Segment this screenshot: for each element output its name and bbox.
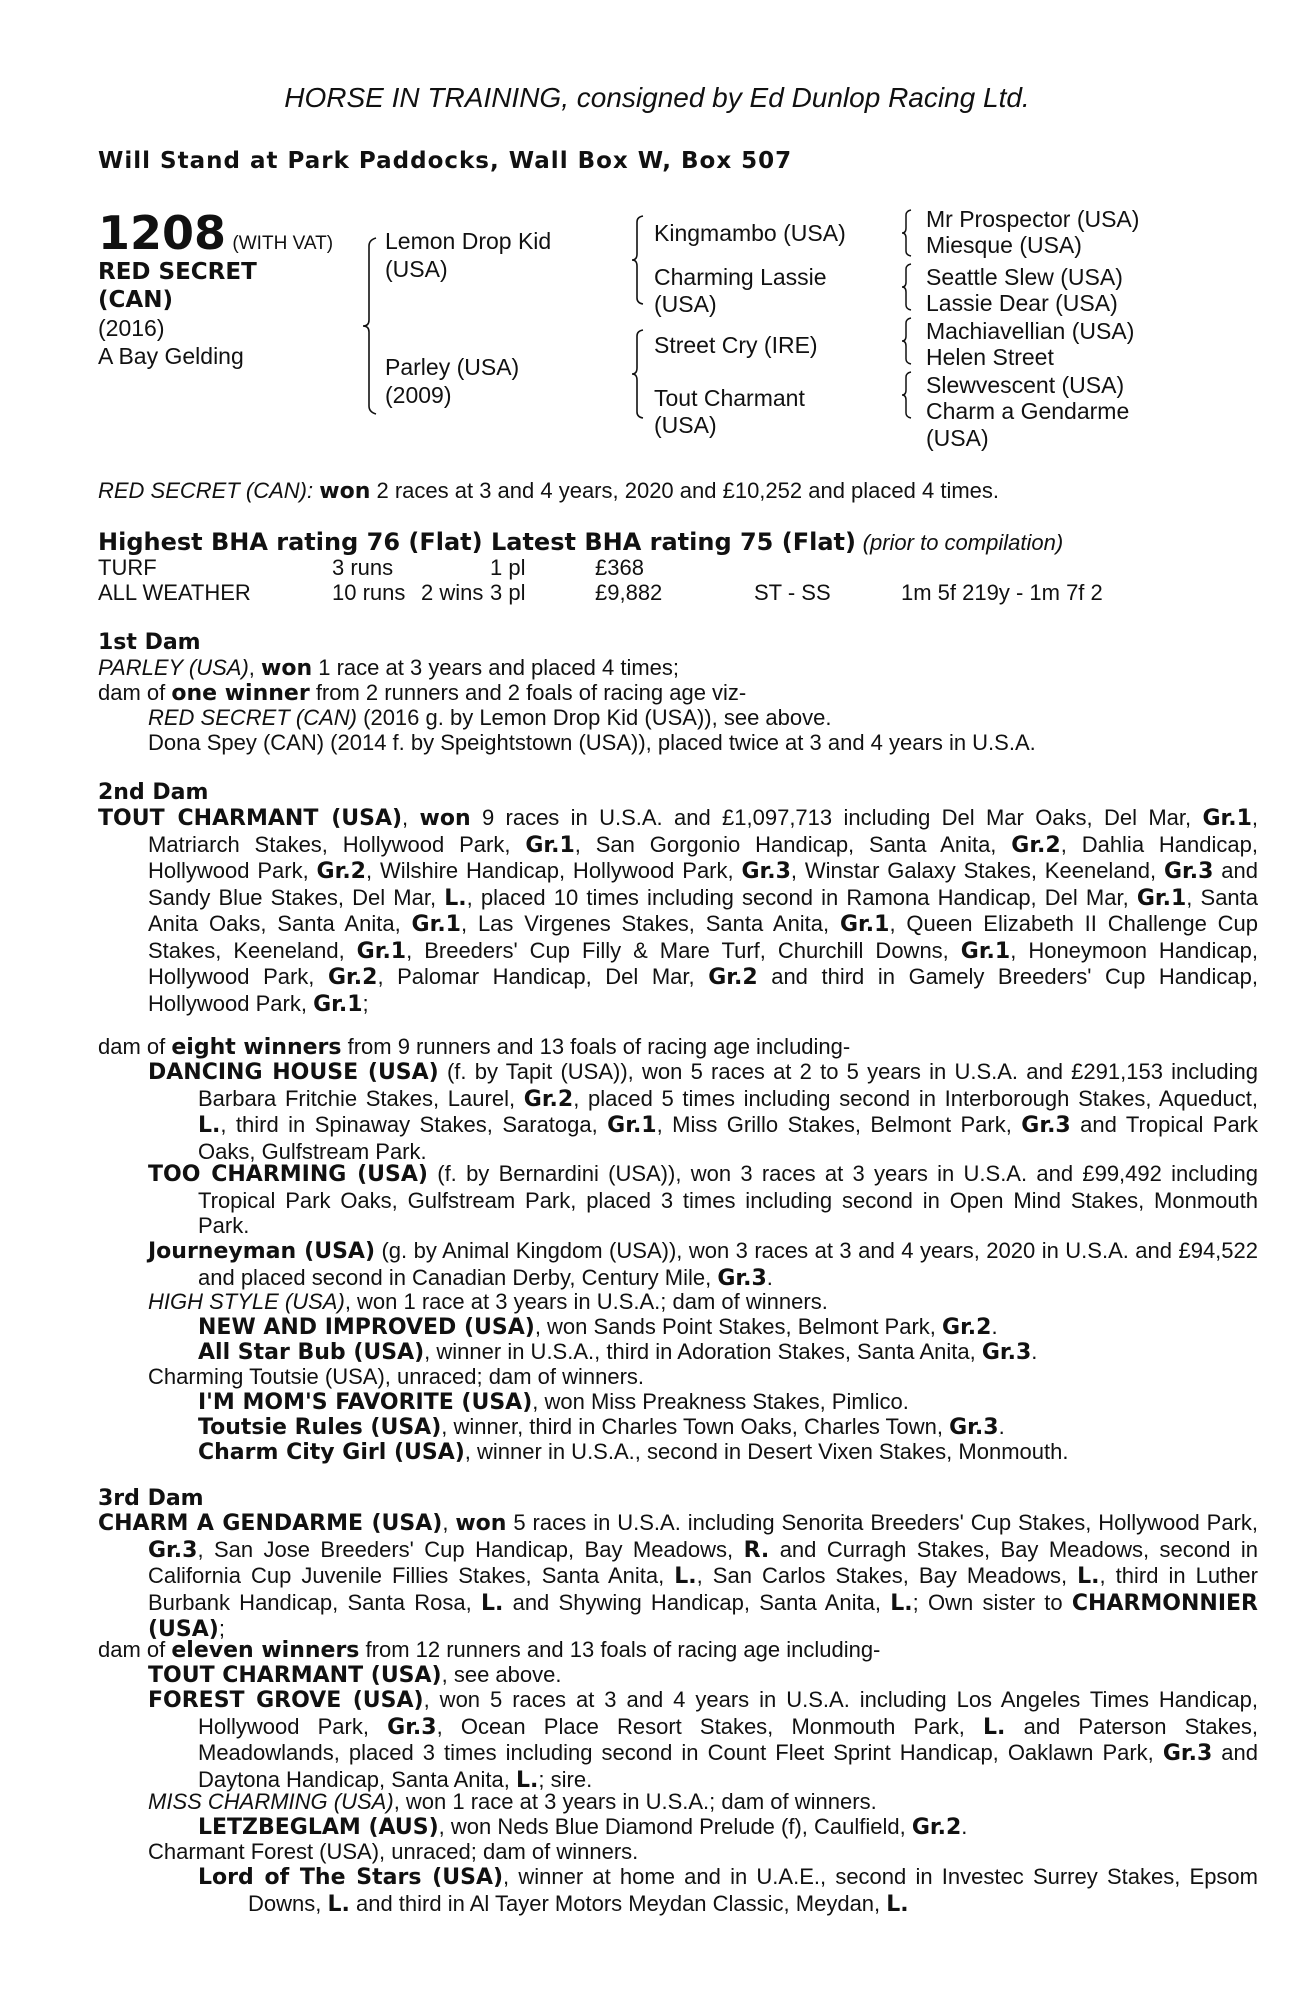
first-dam-title: 1st Dam: [98, 630, 201, 655]
grade: Gr.3: [1021, 1113, 1071, 1138]
winners-count: eight winners: [171, 1035, 342, 1060]
text: , won 1 race at 3 years in U.S.A.; dam of winners.: [344, 1289, 828, 1314]
sire-country: (USA): [385, 256, 448, 282]
text: ; sire.: [538, 1766, 593, 1792]
produce-forest-grove: [148, 1687, 1258, 1793]
listed: L.: [444, 885, 467, 911]
restricted: R.: [743, 1537, 770, 1563]
won-label: won: [455, 1511, 507, 1536]
sep: ,: [442, 1510, 456, 1535]
text: (g. by Animal Kingdom (USA)), won 3 races at 3 and 4 years, 2020 in U.S.A. and £94,522 and placed second in Canadian Derby, Century Mile,: [198, 1238, 1258, 1290]
grade: Gr.3: [387, 1714, 437, 1740]
g-mr-prospector: Mr Prospector (USA): [926, 206, 1140, 232]
g-charm-a-gendarme-country: (USA): [926, 425, 989, 451]
text: from 9 runners and 13 foals of racing age including-: [341, 1034, 851, 1059]
text: dam of: [98, 1034, 172, 1059]
prize: £368: [595, 555, 644, 580]
winners-count: eleven winners: [171, 1638, 360, 1663]
pedigree-bracket: [901, 370, 913, 420]
won-label: won: [261, 656, 313, 681]
third-dam-produce-summary: [98, 1637, 880, 1664]
g-charm-a-gendarme: Charm a Gendarme: [926, 398, 1130, 424]
prize: £9,882: [595, 580, 663, 605]
text: from 12 runners and 13 foals of racing age including-: [359, 1637, 881, 1662]
horse-description: A Bay Gelding: [98, 343, 244, 369]
text: .: [991, 1314, 998, 1339]
text: , Palomar Handicap, Del Mar,: [377, 964, 709, 989]
summary-name: RED SECRET (CAN):: [98, 478, 314, 503]
produce-name: Toutsie Rules (USA): [198, 1415, 442, 1440]
grade: Gr.3: [981, 1340, 1032, 1365]
text: .: [998, 1414, 1005, 1439]
produce-dancing-house: [148, 1059, 1258, 1164]
produce-record: (2016 g. by Lemon Drop Kid (USA)), see above.: [357, 705, 832, 730]
text: from 2 runners and 2 foals of racing age viz-: [309, 680, 747, 705]
grade: Gr.1: [840, 912, 890, 937]
produce-name: Lord of The Stars (USA): [198, 1865, 504, 1890]
listed: L.: [674, 1564, 697, 1589]
dam-name: Parley (USA): [385, 354, 520, 380]
produce-name: Charm City Girl (USA): [198, 1440, 465, 1465]
text: , winner at home and in U.A.E., second in Investec Surrey Stakes, Epsom Downs,: [248, 1864, 1258, 1916]
text: , won 1 race at 3 years in U.S.A.; dam of winners.: [393, 1789, 877, 1814]
pedigree-bracket: [901, 262, 913, 312]
sep: ,: [402, 805, 420, 830]
grade: Gr.1: [1136, 885, 1187, 911]
grade: Gr.3: [717, 1265, 767, 1291]
foaling-year: (2016): [98, 315, 165, 341]
stand-location: Will Stand at Park Paddocks, Wall Box W, Box 507: [98, 148, 793, 174]
produce-entry: Dona Spey (CAN) (2014 f. by Speightstown (USA)), placed twice at 3 and 4 years in U.S.A.: [148, 730, 1036, 755]
produce-high-style: [148, 1289, 828, 1315]
race-summary: [98, 478, 1208, 505]
text: , won Miss Preakness Stakes, Pimlico.: [532, 1389, 909, 1414]
first-dam-produce-summary: [98, 680, 746, 707]
winners-count: one winner: [171, 681, 310, 706]
grade: Gr.1: [1202, 806, 1252, 831]
dam-dam-name: Tout Charmant: [654, 385, 805, 411]
placed: 1 pl: [490, 555, 526, 580]
ratings-row-allweather: [98, 580, 1198, 605]
g-lassie-dear: Lassie Dear (USA): [926, 290, 1118, 316]
dam-name: TOUT CHARMANT (USA): [98, 806, 403, 831]
text: , Ocean Place Resort Stakes, Monmouth Park,: [436, 1713, 984, 1739]
text: , Honeymoon Handicap, Hollywood Park,: [148, 937, 1258, 989]
second-dam-record: [98, 805, 1258, 1017]
produce-too-charming: [148, 1161, 1258, 1239]
text: dam of: [98, 680, 172, 705]
produce-name: LETZBEGLAM (AUS): [198, 1815, 439, 1840]
pedigree-bracket: [901, 316, 913, 366]
g-seattle-slew: Seattle Slew (USA): [926, 264, 1123, 290]
runs: 10 runs: [332, 580, 406, 605]
produce-name: FOREST GROVE (USA): [148, 1688, 424, 1713]
grade: Gr.3: [148, 1537, 198, 1563]
g-miesque: Miesque (USA): [926, 232, 1082, 258]
text: and Paterson Stakes, Meadowlands, placed 3 times including second in Count Fleet Sprint Handicap, Oaklawn Park,: [198, 1713, 1258, 1765]
text: , placed 10 times including second in Ramona Handicap, Del Mar,: [466, 884, 1137, 910]
text: , third in Luther Burbank Handicap, Santa Rosa,: [148, 1563, 1258, 1615]
bha-rating-text: Highest BHA rating 76 (Flat) Latest BHA rating 75 (Flat): [98, 528, 856, 556]
surface: ALL WEATHER: [98, 580, 251, 605]
produce-name: DANCING HOUSE (USA): [148, 1060, 439, 1085]
text: , San Jose Breeders' Cup Handicap, Bay Meadows,: [197, 1536, 744, 1562]
produce-im-moms-favorite: [198, 1389, 909, 1416]
won-label: won: [419, 806, 471, 831]
page-header: HORSE IN TRAINING, consigned by Ed Dunlop Racing Ltd.: [284, 82, 1030, 113]
produce-name: MISS CHARMING (USA): [148, 1789, 394, 1814]
dam-record: 1 race at 3 years and placed 4 times;: [312, 655, 680, 680]
bha-rating-heading: [98, 528, 1063, 557]
going: ST - SS: [754, 580, 831, 605]
text: , won Sands Point Stakes, Belmont Park,: [534, 1314, 943, 1339]
text: ;: [362, 990, 369, 1016]
grade: Gr.2: [316, 859, 366, 884]
ratings-row-turf: [98, 555, 1198, 580]
horse-name-line2: (CAN): [98, 287, 173, 313]
text: , winner, third in Charles Town Oaks, Charles Town,: [441, 1414, 950, 1439]
grade: Gr.1: [960, 938, 1011, 964]
g-machiavellian: Machiavellian (USA): [926, 318, 1135, 344]
placed: 3 pl: [490, 580, 526, 605]
dam-sire: Street Cry (IRE): [654, 332, 818, 358]
horse-name-line1: RED SECRET: [98, 259, 257, 285]
sibling-name: CHARMONNIER (USA): [148, 1590, 1258, 1642]
produce-lord-of-the-stars: [198, 1864, 1258, 1917]
text: , Breeders' Cup Filly & Mare Turf, Churchill Downs,: [406, 937, 961, 963]
text: dam of: [98, 1637, 172, 1662]
text: , winner in U.S.A., third in Adoration Stakes, Santa Anita,: [424, 1339, 982, 1364]
produce-toutsie-rules: [198, 1414, 1005, 1441]
produce-charmant-forest: Charmant Forest (USA), unraced; dam of winners.: [148, 1839, 639, 1864]
vat-note: (WITH VAT): [232, 233, 334, 254]
grade: Gr.3: [1163, 859, 1214, 884]
grade: Gr.1: [313, 991, 363, 1017]
text: , Miss Grillo Stakes, Belmont Park,: [656, 1112, 1022, 1137]
produce-name: I'M MOM'S FAVORITE (USA): [198, 1390, 533, 1415]
text: , see above.: [441, 1662, 562, 1687]
pedigree-bracket: [362, 236, 378, 416]
grade: Gr.3: [1162, 1741, 1213, 1766]
text: and Shywing Handicap, Santa Anita,: [503, 1589, 891, 1615]
listed: L.: [890, 1590, 913, 1616]
produce-new-and-improved: [198, 1314, 998, 1341]
grade: Gr.2: [942, 1315, 992, 1340]
summary-text: 2 races at 3 and 4 years, 2020 and £10,252 and placed 4 times.: [370, 478, 1000, 503]
first-dam-line: [98, 655, 679, 682]
text: , Queen Elizabeth II Challenge Cup Stakes, Keeneland,: [148, 911, 1259, 963]
produce-charming-toutsie: Charming Toutsie (USA), unraced; dam of winners.: [148, 1364, 645, 1389]
third-dam-title: 3rd Dam: [98, 1486, 204, 1511]
produce-tout-charmant: [148, 1662, 561, 1689]
text: (f. by Tapit (USA)), won 5 races at 2 to 5 years in U.S.A. and £291,153 including Barbara Fritchie Stakes, Laurel,: [198, 1059, 1259, 1111]
dam-name: PARLEY (USA): [98, 655, 249, 680]
listed: L.: [198, 1113, 221, 1138]
grade: Gr.2: [523, 1086, 574, 1112]
second-dam-produce-summary: [98, 1034, 850, 1061]
grade: Gr.1: [607, 1113, 657, 1138]
third-dam-record: [98, 1510, 1258, 1643]
text: , third in Spinaway Stakes, Saratoga,: [220, 1112, 608, 1137]
listed: L.: [516, 1767, 539, 1793]
surface: TURF: [98, 555, 157, 580]
text: .: [1031, 1339, 1038, 1364]
text: ;: [218, 1616, 225, 1641]
listed: L.: [886, 1891, 909, 1917]
text: , won 5 races at 3 and 4 years in U.S.A. including Los Angeles Times Handicap, Hollywood Park,: [198, 1687, 1258, 1739]
g-slewvescent: Slewvescent (USA): [926, 372, 1125, 398]
text: , won Neds Blue Diamond Prelude (f), Caulfield,: [438, 1814, 912, 1839]
listed: L.: [983, 1714, 1006, 1740]
dam-year: (2009): [385, 382, 452, 408]
produce-all-star-bub: [198, 1339, 1037, 1366]
text: 5 races in U.S.A. including Senorita Breeders' Cup Stakes, Hollywood Park,: [506, 1510, 1258, 1535]
text: ; Own sister to: [912, 1589, 1072, 1615]
grade: Gr.1: [525, 832, 575, 858]
pedigree-bracket: [631, 214, 645, 306]
dam-name: CHARM A GENDARME (USA): [98, 1511, 443, 1536]
text: , Winstar Galaxy Stakes, Keeneland,: [790, 858, 1164, 883]
produce-name: NEW AND IMPROVED (USA): [198, 1315, 535, 1340]
runs: 3 runs: [332, 555, 394, 580]
distance: 1m 5f 219y - 1m 7f 2: [901, 580, 1103, 605]
text: and Curragh Stakes, Bay Meadows, second in California Cup Juvenile Fillies Stakes, Santa Anita,: [148, 1536, 1258, 1588]
summary-won: won: [319, 479, 371, 504]
text: , Wilshire Handicap, Hollywood Park,: [365, 858, 742, 883]
text: and Daytona Handicap, Santa Anita,: [198, 1740, 1258, 1792]
pedigree-bracket: [901, 208, 913, 258]
text: and Tropical Park Oaks, Gulfstream Park.: [198, 1112, 1259, 1164]
sire-sire: Kingmambo (USA): [654, 220, 846, 246]
text: , Santa Anita Oaks, Santa Anita,: [148, 884, 1259, 936]
second-dam-title: 2nd Dam: [98, 780, 209, 805]
text: .: [961, 1814, 968, 1839]
listed: L.: [1077, 1564, 1100, 1589]
grade: Gr.2: [328, 965, 378, 990]
text: and Sandy Blue Stakes, Del Mar,: [148, 858, 1258, 910]
grade: Gr.1: [411, 912, 461, 937]
wins: 2 wins: [421, 580, 484, 605]
text: , placed 5 times including second in Interborough Stakes, Aqueduct,: [573, 1085, 1258, 1111]
text: , San Gorgonio Handicap, Santa Anita,: [574, 831, 1012, 857]
produce-entry: [148, 705, 831, 731]
lot-number: 1208: [98, 206, 227, 260]
listed: L.: [480, 1590, 504, 1616]
produce-name: TOO CHARMING (USA): [148, 1162, 428, 1187]
text: .: [766, 1264, 773, 1290]
text: and third in Gamely Breeders' Cup Handicap, Hollywood Park,: [148, 964, 1258, 1016]
grade: Gr.2: [1011, 832, 1061, 858]
sire-dam-name: Charming Lassie: [654, 264, 827, 290]
grade: Gr.2: [911, 1815, 962, 1840]
produce-name: TOUT CHARMANT (USA): [148, 1663, 442, 1688]
produce-miss-charming: [148, 1789, 877, 1815]
g-helen-street: Helen Street: [926, 344, 1054, 370]
text: 9 races in U.S.A. and £1,097,713 including Del Mar Oaks, Del Mar,: [470, 805, 1203, 830]
produce-journeyman: [148, 1238, 1258, 1291]
text: (f. by Bernardini (USA)), won 3 races at 3 years in U.S.A. and £99,492 including Tropical Park Oaks, Gulfstream Park, placed 3 times including second in Open Mind Stakes, Monmouth Park.: [198, 1161, 1258, 1238]
grade: Gr.2: [708, 965, 758, 990]
grade: Gr.3: [741, 859, 791, 884]
text: , San Carlos Stakes, Bay Meadows,: [696, 1563, 1078, 1588]
text: , Las Virgenes Stakes, Santa Anita,: [460, 911, 840, 936]
produce-letzbeglam: [198, 1814, 967, 1841]
text: , winner in U.S.A., second in Desert Vixen Stakes, Monmouth.: [464, 1439, 1069, 1464]
bha-rating-note: (prior to compilation): [862, 530, 1064, 555]
text: , Dahlia Handicap, Hollywood Park,: [148, 831, 1258, 883]
listed: L.: [327, 1891, 350, 1917]
sire-dam-country: (USA): [654, 291, 717, 317]
produce-name: All Star Bub (USA): [198, 1340, 425, 1365]
dam-dam-country: (USA): [654, 412, 717, 438]
pedigree-bracket: [631, 328, 645, 420]
lot-details: [98, 206, 334, 370]
produce-charm-city-girl: [198, 1439, 1068, 1466]
text: , Matriarch Stakes, Hollywood Park,: [148, 805, 1258, 857]
grade: Gr.3: [949, 1415, 999, 1440]
produce-name: Journeyman (USA): [148, 1239, 376, 1264]
produce-name: RED SECRET (CAN): [148, 705, 358, 730]
grade: Gr.1: [356, 938, 407, 964]
sep: ,: [248, 655, 262, 680]
text: and third in Al Tayer Motors Meydan Classic, Meydan,: [349, 1890, 887, 1916]
produce-name: HIGH STYLE (USA): [148, 1289, 345, 1314]
sire-name: Lemon Drop Kid: [385, 228, 552, 254]
